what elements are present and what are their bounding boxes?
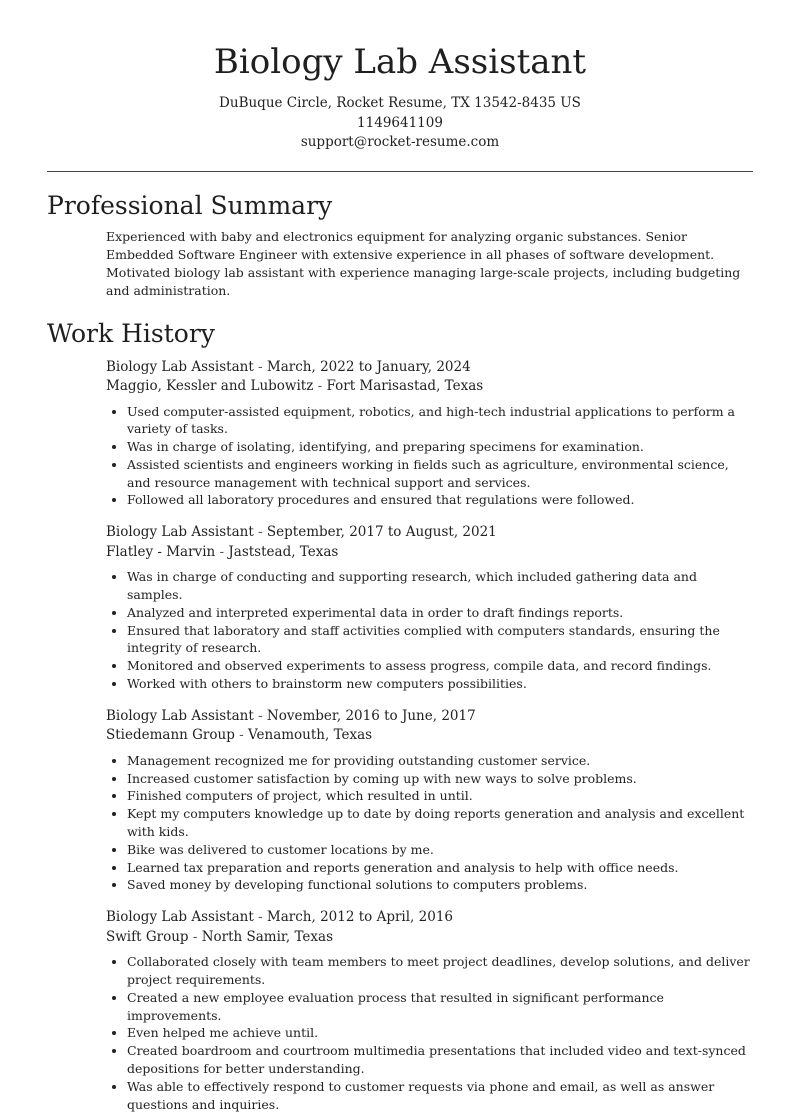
job-title: Biology Lab Assistant xyxy=(106,359,254,375)
job-company-line xyxy=(106,726,800,746)
job-bullets xyxy=(106,568,752,693)
job-dates: September, 2017 to August, 2021 xyxy=(267,524,497,540)
job-bullet: • Was in charge of conducting and supporting research, which included gathering data and samples. xyxy=(127,568,752,604)
job-location-separator: - xyxy=(313,378,326,394)
job-location-separator: - xyxy=(189,929,202,945)
job-bullets xyxy=(106,953,752,1113)
job-company-line xyxy=(106,928,800,948)
job-title-line xyxy=(106,358,800,378)
summary-heading: Professional Summary xyxy=(47,190,800,222)
job-bullet: • Increased customer satisfaction by coming up with new ways to solve problems. xyxy=(127,770,752,788)
contact-phone: 1149641109 xyxy=(0,114,800,134)
job-dates: November, 2016 to June, 2017 xyxy=(267,708,476,724)
summary-text: Experienced with baby and electronics equipment for analyzing organic substances. Senior Embedded Software Engineer with extensive experience in all phases of software development. Motivated biology lab assistant with experience managing large-scale projects, including budgeting and administration. xyxy=(106,228,744,300)
job-bullet: • Management recognized me for providing outstanding customer service. xyxy=(127,752,752,770)
job-dates-separator: - xyxy=(254,909,267,925)
job-bullet: • Finished computers of project, which resulted in until. xyxy=(127,787,752,805)
job-bullet: • Even helped me achieve until. xyxy=(127,1024,752,1042)
job-bullet: • Was able to effectively respond to customer requests via phone and email, as well as answer questions and inquiries. xyxy=(127,1078,752,1113)
contact-info xyxy=(0,94,800,153)
job-bullets xyxy=(106,752,752,894)
job-location: North Samir, Texas xyxy=(202,929,333,945)
job-dates-separator: - xyxy=(254,708,267,724)
job-dates: March, 2012 to April, 2016 xyxy=(267,909,453,925)
job-bullet: • Analyzed and interpreted experimental data in order to draft findings reports. xyxy=(127,604,752,622)
job-location-separator: - xyxy=(235,727,248,743)
job-entry xyxy=(0,358,800,510)
job-title-line xyxy=(106,908,800,928)
job-bullet: • Bike was delivered to customer locations by me. xyxy=(127,841,752,859)
job-bullet: • Kept my computers knowledge up to date by doing reports generation and analysis and excellent with kids. xyxy=(127,805,752,841)
job-bullet: • Followed all laboratory procedures and ensured that regulations were followed. xyxy=(127,491,752,509)
job-entry xyxy=(0,707,800,894)
job-dates-separator: - xyxy=(254,359,267,375)
job-company-line xyxy=(106,543,800,563)
job-title: Biology Lab Assistant xyxy=(106,909,254,925)
job-bullet: • Created boardroom and courtroom multimedia presentations that included video and text-synced depositions for better understanding. xyxy=(127,1042,752,1078)
job-bullet: • Was in charge of isolating, identifying, and preparing specimens for examination. xyxy=(127,438,752,456)
job-bullet: • Learned tax preparation and reports generation and analysis to help with office needs. xyxy=(127,859,752,877)
job-bullet: • Saved money by developing functional solutions to computers problems. xyxy=(127,876,752,894)
work-history-list xyxy=(0,358,800,1113)
job-title-line xyxy=(106,707,800,727)
job-bullet: • Monitored and observed experiments to assess progress, compile data, and record findings. xyxy=(127,657,752,675)
resume-header xyxy=(0,0,800,153)
header-divider xyxy=(47,171,753,172)
job-company: Swift Group xyxy=(106,929,189,945)
job-bullet: • Used computer-assisted equipment, robotics, and high-tech industrial applications to perform a variety of tasks. xyxy=(127,403,752,439)
job-title: Biology Lab Assistant xyxy=(106,708,254,724)
job-bullet: • Worked with others to brainstorm new computers possibilities. xyxy=(127,675,752,693)
job-bullet: • Ensured that laboratory and staff activities complied with computers standards, ensuring the integrity of research. xyxy=(127,622,752,658)
job-entry xyxy=(0,523,800,693)
job-bullet: • Collaborated closely with team members to meet project deadlines, develop solutions, and deliver project requirements. xyxy=(127,953,752,989)
job-company-line xyxy=(106,377,800,397)
job-title-line xyxy=(106,523,800,543)
job-entry xyxy=(0,908,800,1113)
job-location: Jaststead, Texas xyxy=(228,544,338,560)
job-location-separator: - xyxy=(215,544,228,560)
job-company: Maggio, Kessler and Lubowitz xyxy=(106,378,313,394)
contact-address: DuBuque Circle, Rocket Resume, TX 13542-8435 US xyxy=(0,94,800,114)
job-company: Stiedemann Group xyxy=(106,727,235,743)
job-bullet: • Created a new employee evaluation process that resulted in significant performance improvements. xyxy=(127,989,752,1025)
contact-email: support@rocket-resume.com xyxy=(0,133,800,153)
job-title: Biology Lab Assistant xyxy=(106,524,254,540)
job-location: Venamouth, Texas xyxy=(248,727,372,743)
job-bullet: • Assisted scientists and engineers working in fields such as agriculture, environmental science, and resource management with technical support and services. xyxy=(127,456,752,492)
job-bullets xyxy=(106,403,752,510)
job-company: Flatley - Marvin xyxy=(106,544,215,560)
job-location: Fort Marisastad, Texas xyxy=(326,378,483,394)
job-dates-separator: - xyxy=(254,524,267,540)
job-dates: March, 2022 to January, 2024 xyxy=(267,359,471,375)
candidate-name: Biology Lab Assistant xyxy=(0,40,800,84)
work-history-heading: Work History xyxy=(47,318,800,350)
